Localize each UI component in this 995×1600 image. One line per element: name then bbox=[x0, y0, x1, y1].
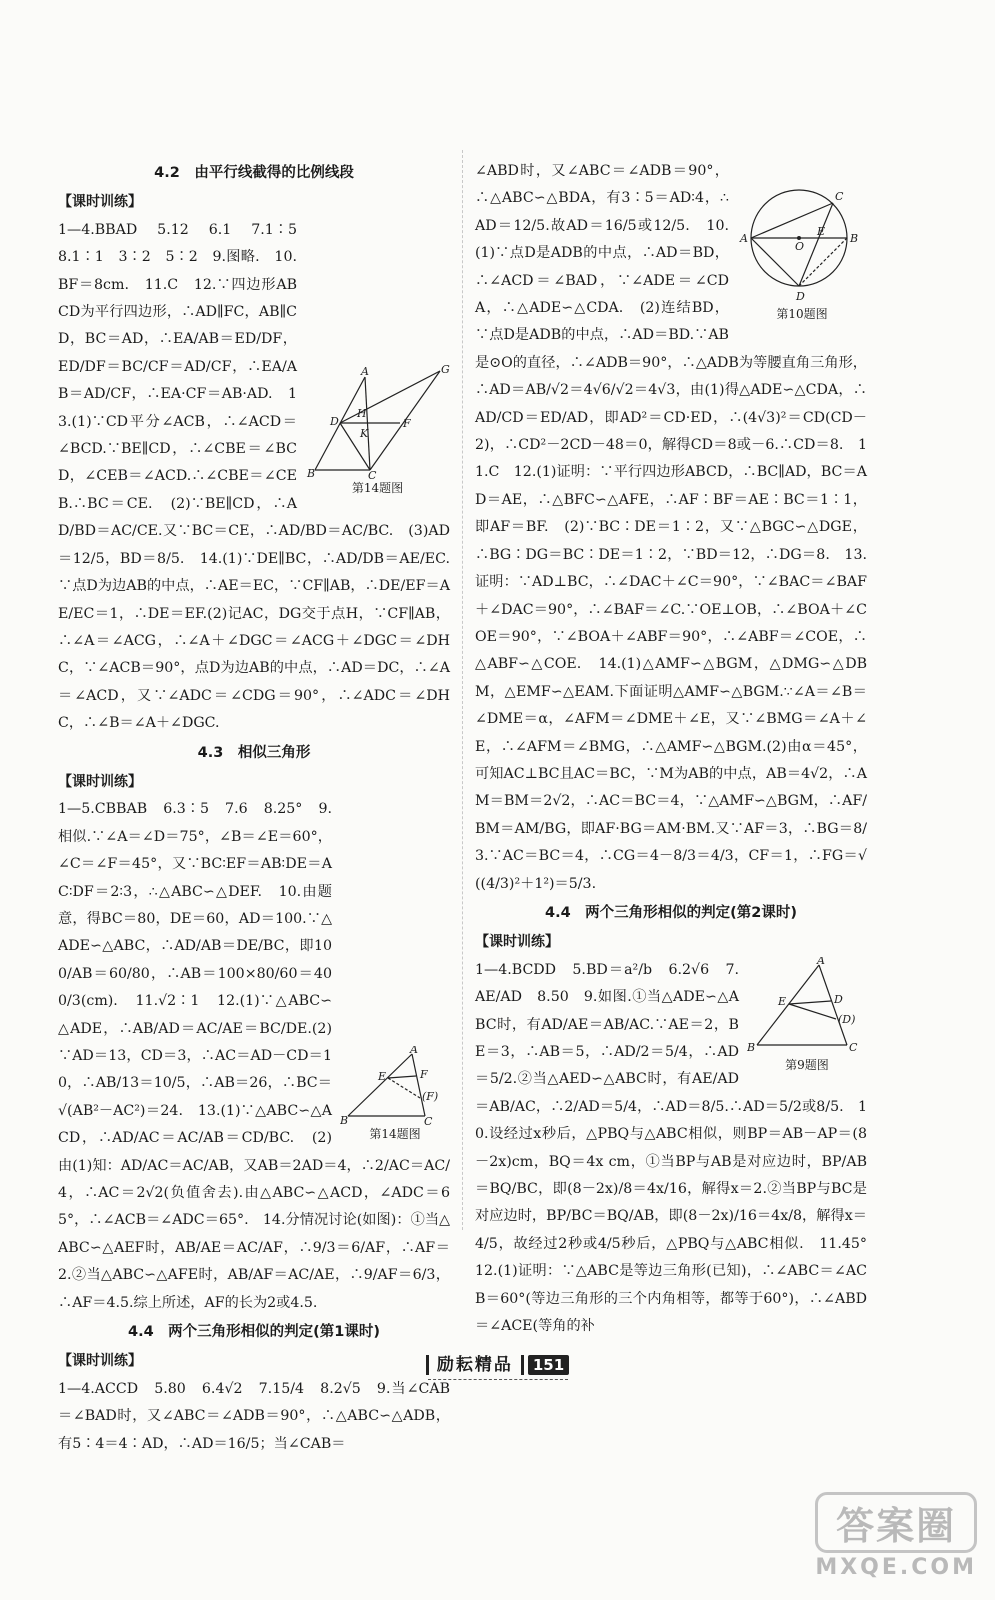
section-tag: 【课时训练】 bbox=[58, 773, 142, 790]
figure-14a-diagram bbox=[305, 365, 450, 480]
svg-text:G: G bbox=[441, 364, 450, 376]
section-4-4-1-answers: 1—4.ACCD 5.80 6.4√2 7.15/4 8.2√5 9.当∠CAB＝∠BAD时，又∠ABC＝∠ADB＝90°，∴△ABC∽△ADB，有5∶4＝4∶AD，∴AD＝16/5；当∠CAB＝ bbox=[58, 1380, 450, 1452]
page-footer bbox=[0, 1350, 995, 1380]
svg-text:B: B bbox=[850, 232, 859, 245]
svg-text:A: A bbox=[361, 364, 369, 378]
svg-text:F: F bbox=[420, 1068, 428, 1082]
svg-text:(F): (F) bbox=[422, 1090, 439, 1104]
svg-text:E: E bbox=[378, 1070, 387, 1084]
column-divider bbox=[462, 150, 463, 1230]
svg-text:D: D bbox=[796, 290, 805, 303]
svg-text:B: B bbox=[307, 466, 316, 480]
svg-text:C: C bbox=[849, 1040, 858, 1054]
figure-10-diagram bbox=[737, 186, 867, 306]
section-title-4-4-2: 4.4 两个三角形相似的判定(第2课时) bbox=[544, 904, 798, 921]
section-tag: 【课时训练】 bbox=[58, 194, 142, 211]
figure-14a bbox=[305, 365, 450, 496]
svg-text:E: E bbox=[778, 994, 787, 1008]
figure-14b-diagram bbox=[340, 1046, 450, 1126]
section-tag: 【课时训练】 bbox=[58, 1353, 142, 1370]
svg-text:E: E bbox=[817, 225, 826, 238]
section-title-4-2: 4.2 由平行线截得的比例线段 bbox=[154, 165, 354, 181]
section-4-3-answers: 1—5.CBBAB 6.3∶5 7.6 8.25° 9.相似.∵∠A＝∠D＝75°，∠B＝∠E＝60°，∠C＝∠F＝45°，又∵BC∶EF＝AB∶DE＝AC∶DF＝2∶3，∴△ABC∽△DEF. 10.由题意，得BC＝80，DE＝60，AD＝100.∵△ADE∽△ABC，∴AD/AB＝DE/BC，即100/AB＝60/80，∴AB＝100×80/60＝400/3(cm). 11.√2∶1 12.(1)∵△ABC∽△ADE，∴AB/AD＝AC/AE＝BC/DE.(2)∵AD＝13，CD＝3，∴AC＝AD－CD＝10，∴AB/13＝10/5，∴AB＝26，∴BC＝√(AB²－AC²)＝24. 13.(1)∵△ABC∽△ACD，∴AD/AC＝AC/AB＝CD/BC. (2)由(1)知：AD/AC＝AC/AB，又AB＝2AD＝4，∴2/AC＝AC/4，∴AC＝2√2(负值舍去).由△ABC∽△ACD，∠ADC＝65°，∴∠ACB＝∠ADC＝65°. 14.分情况讨论(如图)：①当△ABC∽△AEF时，AB/AE＝AC/AF，∴9/3＝6/AF，∴AF＝2.②当△ABC∽△AFE时，AB/AF＝AC/AE，∴9/AF＝6/3，∴AF＝4.5.综上所述，AF的长为2或4.5. bbox=[58, 801, 450, 1311]
section-4-2-answers: 1—4.BBAD 5.12 6.1 7.1∶5 8.1∶1 3∶2 5∶2 9.图略. 10.BF＝8cm. 11.C 12.∵四边形ABCD为平行四边形，∴AD∥FC，AB∥CD，BC＝AD，∴EA/AB＝ED/DF，ED/DF＝BC/CF＝AD/CF，∴EA/AB＝AD/CF，∴EA·CF＝AB·AD. 13.(1)∵CD平分∠ACB，∴∠ACD＝∠BCD.∵BE∥CD，∴∠CBE＝∠BCD，∠CEB＝∠ACD.∴∠CBE＝∠CEB.∴BC＝CE. (2)∵BE∥CD，∴AD/BD＝AC/CE.又∵BC＝CE，∴AD/BD＝AC/BC. (3)AD＝12/5，BD＝8/5. 14.(1)∵DE∥BC，∴AD/DB＝AE/EC.∵点D为边AB的中点，∴AE＝EC，∵CF∥AB，∴DE/EF＝AE/EC＝1，∴DE＝EF.(2)记AC，DG交于点H，∵CF∥AB，∴∠A＝∠ACG，∴∠A＋∠DGC＝∠ACG＋∠DGC＝∠DHC，∵∠ACB＝90°，点D为边AB的中点，∴AD＝DC，∴∠A＝∠ACD，又∵∠ADC＝∠CDG＝90°，∴∠ADC＝∠DHC，∴∠B＝∠A＋∠DGC. bbox=[58, 221, 450, 732]
svg-text:F: F bbox=[403, 416, 411, 430]
svg-text:D: D bbox=[330, 414, 339, 428]
watermark bbox=[815, 1492, 977, 1580]
svg-text:A: A bbox=[410, 1046, 418, 1057]
section-tag: 【课时训练】 bbox=[475, 934, 559, 951]
section-title-4-4-1: 4.4 两个三角形相似的判定(第1课时) bbox=[127, 1324, 381, 1341]
figure-14b-caption: 第14题图 bbox=[369, 1127, 421, 1142]
svg-text:(D): (D) bbox=[838, 1012, 856, 1026]
svg-text:O: O bbox=[795, 240, 805, 253]
svg-text:B: B bbox=[747, 1040, 756, 1054]
figure-9-caption: 第9题图 bbox=[785, 1057, 829, 1072]
right-column bbox=[475, 158, 882, 1340]
footer-rule bbox=[428, 1379, 568, 1380]
svg-text:D: D bbox=[834, 992, 843, 1006]
svg-text:K: K bbox=[360, 426, 369, 440]
svg-text:C: C bbox=[835, 190, 844, 203]
left-column bbox=[58, 158, 450, 1458]
section-title-4-3: 4.3 相似三角形 bbox=[197, 744, 311, 761]
figure-14b bbox=[340, 1046, 450, 1142]
section-4-4-2-answers: 1—4.BCDD 5.BD＝a²/b 6.2√6 7.AE/AD 8.50 9.如图.①当△ADE∽△ABC时，有AD/AE＝AB/AC.∵AE＝2，BE＝3，∴AB＝5，∴AD/2＝5/4，∴AD＝5/2.②当△AED∽△ABC时，有AE/AD＝AB/AC，∴2/AD＝5/4，∴AD＝8/5.∴AD＝5/2或8/5. 10.设经过x秒后，△PBQ与△ABC相似，则BP＝AB－AP＝(8－2x)cm，BQ＝4x cm，①当BP与AB是对应边时，BP/AB＝BQ/BC，即(8－2x)/8＝4x/16，解得x＝2.②当BP与BC是对应边时，BP/BC＝BQ/AB，即(8－2x)/16＝4x/8，解得x＝4/5，故经过2秒或4/5秒后，△PBQ与△ABC相似. 11.45° 12.(1)证明：∵△ABC是等边三角形(已知)，∴∠ABC＝∠ACB＝60°(等边三角形的三个内角相等，都等于60°)，∴∠ABD＝∠ACE(等角的补 bbox=[475, 961, 882, 1335]
watermark-logo: 答案圈 bbox=[815, 1492, 977, 1553]
svg-text:C: C bbox=[424, 1115, 433, 1127]
footer-brand: 励耘精品 bbox=[426, 1355, 524, 1375]
watermark-url: MXQE.COM bbox=[815, 1555, 977, 1580]
svg-text:A: A bbox=[817, 956, 825, 967]
continued-answers: ∠ABD时，又∠ABC＝∠ADB＝90°，∴△ABC∽△BDA，有3∶5＝AD∶4，∴AD＝12/5.故AD＝16/5或12/5. 10.(1)∵点D是ADB的中点，∴AD＝BD，∴∠ACD＝∠BAD，∵∠ADE＝∠CDA，∴△ADE∽△CDA. (2)连结BD，∵点D是ADB的中点，∴AD＝BD.∵AB是⊙O的直径，∴∠ADB＝90°，∴△ADB为等腰直角三角形，∴AD＝AB/√2＝4√6/√2＝4√3，由(1)得△ADE∽△CDA，∴AD/CD＝ED/AD，即AD²＝CD·ED，∴(4√3)²＝CD(CD－2)，∴CD²－2CD－48＝0，解得CD＝8或－6.∴CD＝8. 11.C 12.(1)证明：∵平行四边形ABCD，∴BC∥AD，BC＝AD＝AE，∴△BFC∽△AFE，∴AF∶BF＝AE∶BC＝1∶1，即AF＝BF. (2)∵BC∶DE＝1∶2，又∵△BGC∽△DGE，∴BG∶DG＝BC∶DE＝1∶2，∵BD＝12，∴DG＝8. 13.证明：∵AD⊥BC，∴∠DAC＋∠C＝90°，∵∠BAC＝∠BAF＋∠DAC＝90°，∴∠BAF＝∠C.∵OE⊥OB，∴∠BOA＋∠COE＝90°，∵∠BOA＋∠ABF＝90°，∴∠ABF＝∠COE，∴△ABF∽△COE. 14.(1)△AMF∽△BGM，△DMG∽△DBM，△EMF∽△EAM.下面证明△AMF∽△BGM.∵∠A＝∠B＝∠DME＝α，∠AFM＝∠DME＋∠E，又∵∠BMG＝∠A＋∠E，∴∠AFM＝∠BMG，∴△AMF∽△BGM.(2)由α＝45°，可知AC⊥BC且AC＝BC，∵M为AB的中点，AB＝4√2，∴AM＝BM＝2√2，∴AC＝BC＝4，∵△AMF∽△BGM，∴AF/BM＝AM/BG，即AF·BG＝AM·BM.又∵AF＝3，∴BG＝8/3.∵AC＝BC＝4，∴CG＝4－8/3＝4/3，CF＝1，∴FG＝√((4/3)²＋1²)＝5/3. bbox=[475, 163, 867, 892]
svg-text:C: C bbox=[368, 468, 377, 480]
page-number: 151 bbox=[528, 1355, 569, 1375]
svg-text:B: B bbox=[340, 1114, 349, 1127]
svg-text:A: A bbox=[740, 232, 748, 245]
figure-9-diagram bbox=[747, 957, 867, 1057]
figure-9 bbox=[747, 957, 867, 1073]
figure-10 bbox=[737, 186, 867, 322]
figure-10-caption: 第10题图 bbox=[776, 307, 828, 321]
svg-text:H: H bbox=[357, 406, 367, 420]
figure-14a-caption: 第14题图 bbox=[351, 480, 404, 495]
